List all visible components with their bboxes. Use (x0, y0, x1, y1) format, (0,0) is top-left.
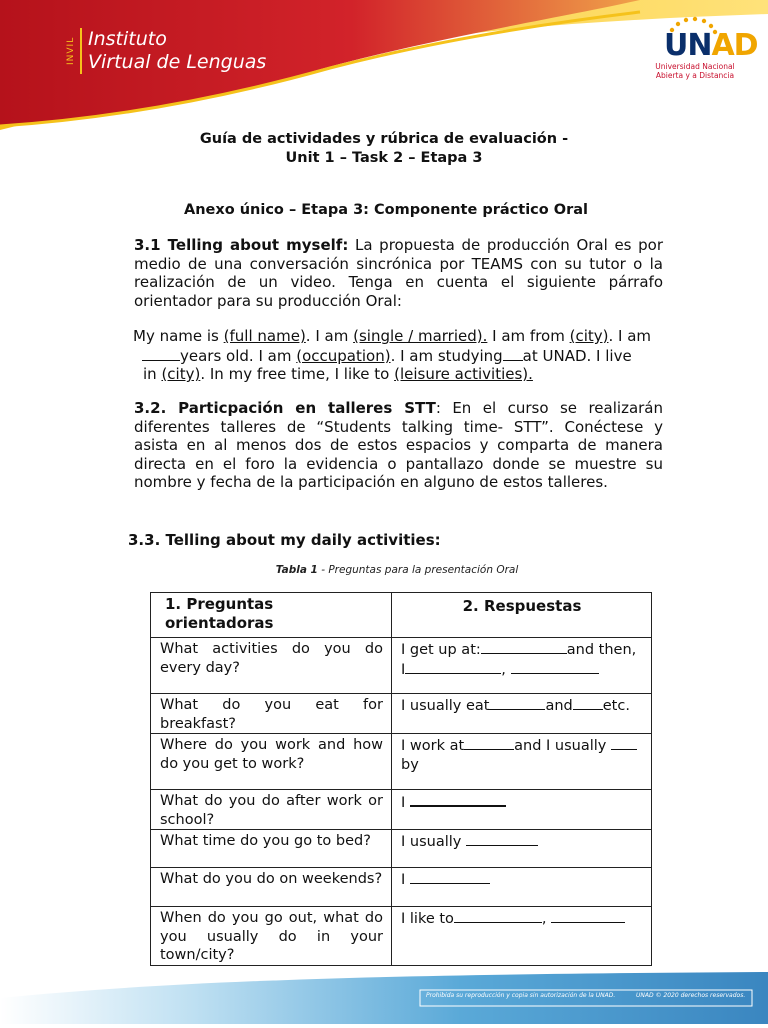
title-line1: Guía de actividades y rúbrica de evaluación - (199, 131, 569, 147)
table-row (151, 830, 652, 868)
page-header (0, 0, 768, 140)
answer-text: I usually eat (401, 698, 490, 714)
model-line3 (133, 365, 673, 384)
footer-copy-notice: Prohibida su reproducción y copia sin autorización de la UNAD. (426, 992, 616, 999)
table-row (151, 694, 652, 734)
column-header-answers: 2. Respuestas (392, 593, 652, 638)
model-placeholder-city: (city) (569, 327, 609, 345)
unad-subtitle (640, 62, 750, 80)
answer-blank (464, 736, 514, 750)
answer-cell (392, 907, 652, 966)
model-line2 (133, 346, 673, 366)
answer-blank (410, 870, 490, 884)
caption-text: - Preguntas para la presentación Oral (317, 564, 519, 576)
document-title (0, 130, 768, 168)
logo-sub-line1: Universidad Nacional (655, 62, 735, 71)
model-text: . I am (305, 327, 354, 345)
institute-name (88, 28, 266, 74)
question-cell: What activities do you do every day? (151, 638, 392, 694)
institute-line1: Instituto (88, 28, 167, 50)
model-text: at UNAD. I live (522, 346, 632, 365)
logo-word-accent: AD (711, 28, 758, 63)
table-row (151, 790, 652, 830)
answer-cell (392, 868, 652, 907)
question-cell: What time do you go to bed? (151, 830, 392, 868)
answer-blank (481, 640, 567, 654)
section-3-1 (134, 236, 663, 310)
question-cell: What do you eat for breakfast? (151, 694, 392, 734)
answer-blank (466, 832, 538, 846)
model-text: . In my free time, I like to (200, 365, 395, 383)
logo-sub-line2: Abierta y a Distancia (655, 71, 735, 80)
question-cell: What do you do on weekends? (151, 868, 392, 907)
model-placeholder-status: (single / married). (353, 327, 488, 345)
invil-vertical-label: INVIL (66, 36, 76, 66)
column-header-questions: 1. Preguntas orientadoras (151, 593, 392, 638)
unad-logo (640, 14, 758, 84)
answer-text: I get up at: (401, 642, 481, 658)
questions-table (150, 592, 652, 966)
page-footer (0, 968, 768, 1024)
answer-text: I usually (401, 834, 462, 850)
question-cell: What do you do after work or school? (151, 790, 392, 830)
answer-blank (551, 909, 625, 923)
section-3-1-heading: 3.1 Telling about myself: (134, 236, 349, 254)
answer-text: and (545, 698, 573, 714)
model-placeholder-full-name: (full name) (223, 327, 306, 345)
annex-title: Anexo único – Etapa 3: Componente práctico Oral (183, 202, 589, 218)
table-row (151, 907, 652, 966)
answer-text: and I usually (514, 738, 607, 754)
answer-blank (405, 660, 501, 674)
answer-text: etc. (602, 698, 630, 714)
answer-text: I like to (401, 911, 454, 927)
answer-text: and then, (566, 642, 637, 658)
answer-text: by (401, 756, 419, 773)
model-text: . I am (608, 327, 652, 345)
question-cell: Where do you work and how do you get to work? (151, 734, 392, 790)
answer-cell (392, 830, 652, 868)
studying-blank (503, 346, 523, 361)
title-line2: Unit 1 – Task 2 – Etapa 3 (285, 150, 483, 166)
answer-blank (511, 660, 599, 674)
model-text: years old. I am (180, 346, 297, 365)
model-paragraph (133, 327, 673, 384)
institute-line2: Virtual de Lenguas (88, 51, 267, 73)
section-3-2-heading: 3.2. Particpación en talleres STT (134, 399, 436, 417)
table-row (151, 868, 652, 907)
model-placeholder-occupation: (occupation) (296, 346, 391, 365)
model-placeholder-city: (city) (161, 365, 201, 383)
answer-text: I (401, 872, 406, 888)
answer-blank (611, 736, 637, 750)
table-header-row (151, 593, 652, 638)
model-text: My name is (133, 327, 224, 345)
age-blank (142, 346, 180, 361)
section-3-3-heading: 3.3. Telling about my daily activities: (128, 531, 441, 549)
unad-wordmark (664, 28, 758, 63)
model-text: in (143, 365, 162, 383)
footer-copyright: UNAD © 2020 derechos reservados. (636, 992, 746, 999)
table-row (151, 638, 652, 694)
section-3-1-body: La propuesta de producción Oral es por medio de una conversación sincrónica por TEAMS con su tutor o la realización de un video. Tenga en cuenta el siguiente párrafo orientador para su producción Oral: (134, 236, 663, 310)
answer-cell (392, 734, 652, 790)
model-line1 (133, 327, 673, 346)
logo-word-main: UN (664, 28, 712, 63)
brand-divider (80, 28, 82, 74)
answer-blank (454, 909, 542, 923)
answer-text: , (541, 911, 547, 927)
answer-blank (410, 792, 506, 807)
answer-text: I work at (401, 738, 465, 754)
answer-blank (573, 696, 603, 710)
section-3-2 (134, 399, 663, 492)
section-3-2-body: : En el curso se realizarán diferentes talleres de “Students talking time- STT”. Conéctese y asista en al menos dos de estos espacios y comparta de manera directa en el foro la evidencia o pantallazo donde se muestre su nombre y fecha de la participación en alguno de estos talleres. (134, 399, 663, 491)
answer-cell (392, 694, 652, 734)
model-text: I am from (487, 327, 570, 345)
answer-cell (392, 790, 652, 830)
question-cell: When do you go out, what do you usually do in your town/city? (151, 907, 392, 966)
answer-text: I (401, 795, 406, 811)
answer-text: , (501, 661, 506, 678)
invil-brand (66, 26, 266, 76)
model-text: . I am studying (390, 346, 503, 365)
answer-cell (392, 638, 652, 694)
table-caption (0, 564, 768, 576)
answer-blank (489, 696, 545, 710)
table-row (151, 734, 652, 790)
caption-label: Tabla 1 (275, 564, 318, 576)
answer-text: I (401, 661, 406, 678)
model-placeholder-leisure: (leisure activities). (394, 365, 533, 383)
